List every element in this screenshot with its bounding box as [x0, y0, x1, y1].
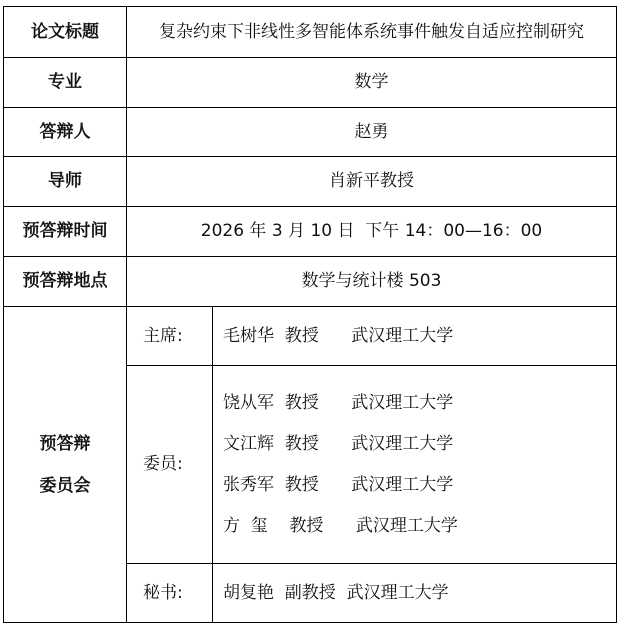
member-item: 方 玺 教授 武汉理工大学: [223, 515, 458, 536]
row-title: [4, 7, 617, 58]
member-secretary: 胡复艳 副教授 武汉理工大学: [213, 564, 617, 623]
role-secretary: 秘书:: [127, 564, 213, 623]
label-title: 论文标题: [4, 7, 127, 58]
member-chair: 毛树华 教授 武汉理工大学: [213, 307, 617, 366]
value-title: 复杂约束下非线性多智能体系统事件触发自适应控制研究: [127, 7, 617, 58]
value-place: 数学与统计楼 503: [127, 257, 617, 307]
value-time: 2026 年 3 月 10 日 下午 14：00—16：00: [127, 207, 617, 257]
member-item: 张秀军 教授 武汉理工大学: [223, 474, 454, 495]
value-major: 数学: [127, 58, 617, 108]
row-advisor: [4, 157, 617, 207]
row-chair: [4, 307, 617, 366]
committee-label-line2: 委员会: [39, 475, 91, 496]
label-time: 预答辩时间: [4, 207, 127, 257]
value-advisor: 肖新平教授: [127, 157, 617, 207]
role-chair: 主席:: [127, 307, 213, 366]
row-major: [4, 58, 617, 108]
member-item: 饶从军 教授 武汉理工大学: [223, 392, 454, 413]
defense-info-table: [3, 6, 617, 623]
label-place: 预答辩地点: [4, 257, 127, 307]
label-defender: 答辩人: [4, 108, 127, 157]
label-committee: [4, 307, 127, 623]
member-item: 文江辉 教授 武汉理工大学: [223, 433, 454, 454]
row-time: [4, 207, 617, 257]
committee-label-line1: 预答辩: [39, 433, 91, 454]
members-list: [213, 366, 617, 564]
label-advisor: 导师: [4, 157, 127, 207]
row-defender: [4, 108, 617, 157]
label-major: 专业: [4, 58, 127, 108]
row-place: [4, 257, 617, 307]
role-members: 委员:: [127, 366, 213, 564]
value-defender: 赵勇: [127, 108, 617, 157]
